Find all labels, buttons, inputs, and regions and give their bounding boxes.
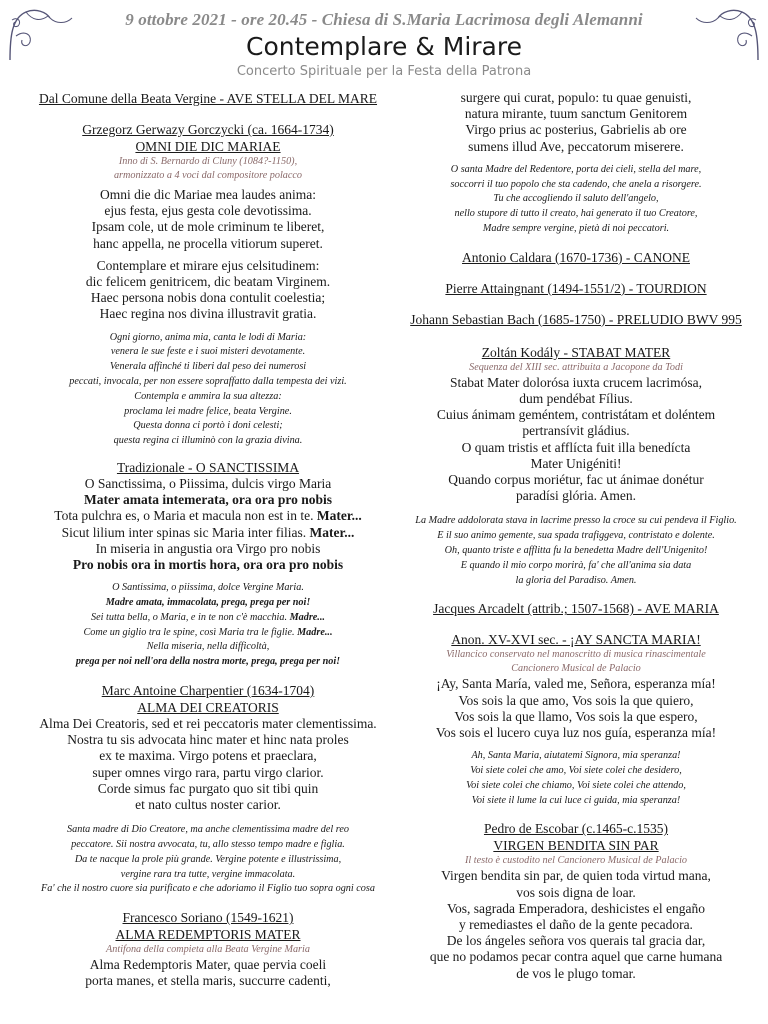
latin-refrain: Mater amata intemerata, ora ora pro nobis: [83, 492, 333, 508]
piece-heading: Anon. XV-XVI sec. - ¡AY SANCTA MARIA!: [451, 632, 701, 648]
italian-refrain: prega per noi nell'ora della nostra morte, prega, prega per noi!: [75, 656, 341, 668]
italian-line: Contempla e ammira la sua altezza:: [134, 390, 282, 402]
piece-heading: Antonio Caldara (1670-1736) - CANONE: [462, 249, 690, 265]
italian-line: Voi siete colei che amo, Voi siete colei che desidero,: [470, 765, 682, 777]
page-title: Contemplare & Mirare: [246, 32, 522, 61]
latin-line: porta manes, et stella maris, succurre cadenti,: [85, 973, 331, 989]
italian-line: O Santissima, o piissima, dolce Vergine Maria.: [112, 582, 304, 594]
piece-title: ALMA REDEMPTORIS MATER: [115, 927, 301, 943]
latin-line: hanc appella, ne procella vitiorum superet.: [93, 235, 323, 251]
latin-line: Corde simus fac purgato quo sit tibi quin: [97, 780, 319, 796]
latin-line: ejus festa, ejus gesta cole devotissima.: [104, 203, 312, 219]
latin-line: Alma Dei Creatoris, sed et rei peccatoris mater clementissima.: [39, 716, 377, 731]
piece-title: VIRGEN BENDITA SIN PAR: [493, 838, 659, 854]
piece-heading: Johann Sebastian Bach (1685-1750) - PRELUDIO BWV 995: [410, 311, 742, 327]
piece-note: Sequenza del XIII sec. attribuita a Jacopone da Todi: [469, 361, 683, 373]
italian-line: E quando il mio corpo morirà, fa' che all'anima sia data: [460, 559, 692, 571]
italian-line: E il suo animo gemente, sua spada trafiggeva, contristato e dolente.: [437, 530, 715, 542]
latin-line: Tota pulchra es, o Maria et macula non est in te. Mater...: [54, 508, 362, 524]
piece-note: Antifona della compieta alla Beata Vergine Maria: [106, 944, 310, 956]
latin-line: Haec persona nobis dona contulit coelestia;: [90, 290, 326, 306]
latin-line: Contemplare et mirare ejus celsitudinem:: [96, 257, 320, 273]
italian-line: Fa' che il nostro cuore sia purificato e che adoriamo il Figlio tuo sopra ogni cosa: [41, 883, 375, 895]
latin-line: Cuius ánimam geméntem, contristátam et doléntem: [436, 407, 716, 423]
spanish-line: Vos sois la que amo, Vos sois la que quiero,: [458, 692, 694, 708]
italian-refrain: Madre amata, immacolata, prega, prega per noi!: [105, 597, 311, 609]
latin-line: sumens illud Ave, peccatorum miserere.: [468, 138, 684, 154]
piece-heading: Jacques Arcadelt (attrib.; 1507-1568) - AVE MARIA: [433, 601, 719, 617]
latin-line: Ipsam cole, ut de mole criminum te liberet,: [91, 219, 325, 235]
latin-line: Virgo prius ac posterius, Gabrielis ab ore: [465, 122, 687, 138]
page-subtitle: Concerto Spirituale per la Festa della Patrona: [236, 64, 532, 79]
italian-line: Ogni giorno, anima mia, canta le lodi di Maria:: [109, 331, 307, 343]
piece-title: OMNI DIE DIC MARIAE: [135, 139, 281, 154]
italian-line: questa regina ci illuminò con la grazia divina.: [113, 435, 303, 447]
latin-line: et nato cultus noster carior.: [135, 797, 281, 813]
italian-line: vergine rara tra tutte, vergine immacolata.: [120, 868, 296, 880]
left-column: [8, 90, 408, 990]
latin-line: Mater Unigéniti!: [530, 455, 622, 471]
latin-line: Sicut lilium inter spinas sic Maria inter filias. Mater...: [61, 524, 355, 540]
piece-heading: Zoltán Kodály - STABAT MATER: [481, 344, 671, 360]
italian-line: peccati, invocala, per non essere sopraffatto dalla tempesta dei vizi.: [69, 376, 347, 388]
italian-line: La Madre addolorata stava in lacrime presso la croce su cui pendeva il Figlio.: [415, 515, 737, 527]
latin-line: Omni die dic Mariae mea laudes anima:: [100, 187, 316, 202]
composer-heading: Pedro de Escobar (c.1465-c.1535): [483, 821, 669, 837]
spanish-line: De los ángeles señora vos querais tal gracia dar,: [446, 933, 706, 949]
italian-line: proclama lei madre felice, beata Vergine.: [124, 405, 292, 417]
intro-heading: Dal Comune della Beata Vergine - AVE STELLA DEL MARE: [38, 91, 378, 106]
spanish-line: Vos sois la que llamo, Vos sois la que espero,: [454, 708, 698, 724]
latin-line: ex te maxima. Virgo potens et praeclara,: [99, 748, 317, 764]
italian-line: Ah, Santa Maria, aiutatemi Signora, mia speranza!: [471, 750, 681, 762]
piece-heading: Tradizionale - O SANCTISSIMA: [116, 460, 300, 475]
italian-line: Tu che accogliendo il saluto dell'angelo,: [493, 193, 659, 205]
italian-line: Oh, quanto triste e afflitta fu la benedetta Madre dell'Unigenito!: [444, 545, 708, 557]
latin-line: Nostra tu sis advocata hinc mater et hinc nata proles: [67, 732, 349, 748]
italian-line: Voi siete colei che chiamo, Voi siete colei che attendo,: [466, 779, 686, 791]
italian-line: Voi siete il lume la cui luce ci guida, mia speranza!: [471, 794, 681, 806]
latin-line: surgere qui curat, populo: tu quae genuisti,: [460, 90, 692, 105]
spanish-line: que no podamos pecar contra aquel que carne humana: [429, 949, 723, 965]
latin-line: O quam tristis et afflícta fuit illa benedícta: [461, 439, 691, 455]
italian-line: Venerala affinché ti liberi dal peso dei numerosi: [109, 361, 307, 373]
composer-heading: Francesco Soriano (1549-1621): [122, 910, 294, 926]
latin-line: dic felicem genitricem, dic beatam Virginem.: [85, 274, 331, 290]
composer-heading: Grzegorz Gerwazy Gorczycki (ca. 1664-1734): [82, 122, 334, 137]
concert-date-line: 9 ottobre 2021 - ore 20.45 - Chiesa di S.Maria Lacrimosa degli Alemanni: [125, 10, 643, 29]
latin-line: O Sanctissima, o Piissima, dulcis virgo Maria: [84, 476, 332, 491]
latin-line: Quando corpus moriétur, fac ut ánimae donétur: [448, 472, 704, 488]
italian-line: soccorri il tuo popolo che sta cadendo, che anela a risorgere.: [450, 178, 702, 190]
latin-refrain: Pro nobis ora in mortis hora, ora ora pro nobis: [72, 557, 344, 573]
italian-line: Come un giglio tra le spine, così Maria tra le figlie. Madre...: [83, 626, 333, 638]
piece-note: Villancico conservato nel manoscritto di musica rinascimentale: [446, 649, 706, 661]
latin-line: Haec regina nos divina illustravit gratia.: [99, 306, 317, 322]
latin-line: Alma Redemptoris Mater, quae pervia coeli: [89, 957, 327, 973]
piece-note: Cancionero Musical de Palacio: [511, 663, 641, 675]
piece-note: Il testo è custodito nel Cancionero Musical de Palacio: [464, 855, 687, 867]
piece-note: armonizzato a 4 voci dal compositore polacco: [113, 170, 303, 181]
piece-note: Inno di S. Bernardo di Cluny (1084?-1150),: [118, 156, 298, 167]
latin-line: In miseria in angustia ora Virgo pro nobis: [95, 540, 321, 556]
italian-line: O santa Madre del Redentore, porta dei cieli, stella del mare,: [450, 163, 702, 175]
spanish-line: ¡Ay, Santa María, valed me, Señora, esperanza mía!: [436, 676, 716, 692]
piece-heading: Pierre Attaingnant (1494-1551/2) - TOURDION: [445, 280, 707, 296]
italian-line: Sei tutta bella, o Maria, e in te non c'è macchia. Madre...: [91, 611, 325, 623]
latin-line: Stabat Mater dolorósa iuxta crucem lacrimósa,: [450, 374, 702, 390]
spanish-line: vos sois digna de loar.: [516, 884, 636, 900]
spanish-line: de vos le plugo tomar.: [516, 965, 636, 981]
italian-line: Santa madre di Dio Creatore, ma anche clementissima madre del reo: [67, 824, 349, 836]
composer-heading: Marc Antoine Charpentier (1634-1704): [101, 683, 315, 698]
piece-title: ALMA DEI CREATORIS: [137, 700, 279, 715]
italian-line: Madre sempre vergine, pietà di noi peccatori.: [482, 223, 670, 234]
spanish-line: y remediastes el daño de la gente pecadora.: [459, 917, 693, 933]
latin-line: paradísi glória. Amen.: [516, 488, 636, 504]
italian-line: nello stupore di tutto il creato, hai generato il tuo Creatore,: [454, 208, 698, 220]
latin-line: super omnes virgo rara, partu virgo clarior.: [92, 764, 324, 780]
spanish-line: Vos sois el lucero cuya luz nos guía, esperanza mía!: [435, 725, 717, 741]
right-column: [390, 90, 762, 982]
italian-line: Da te nacque la prole più grande. Vergine potente e illustrissima,: [74, 853, 342, 865]
italian-line: peccatore. Sii nostra avvocata, tu, allo stesso tempo madre e figlia.: [71, 839, 345, 851]
latin-line: dum pendébat Fílius.: [519, 391, 633, 406]
italian-line: Nella miseria, nella difficoltà,: [146, 641, 270, 653]
italian-line: venera le sue feste e i suoi misteri devotamente.: [110, 346, 306, 358]
spanish-line: Virgen bendita sin par, de quien toda virtud mana,: [441, 868, 711, 884]
italian-line: la gloria del Paradiso. Amen.: [515, 574, 637, 586]
latin-line: natura mirante, tuum sanctum Genitorem: [464, 106, 688, 122]
latin-line: pertransívit gládius.: [522, 423, 630, 439]
spanish-line: Vos, sagrada Emperadora, deshicistes el engaño: [446, 900, 706, 916]
italian-line: Questa donna ci portò i doni celesti;: [133, 420, 283, 432]
